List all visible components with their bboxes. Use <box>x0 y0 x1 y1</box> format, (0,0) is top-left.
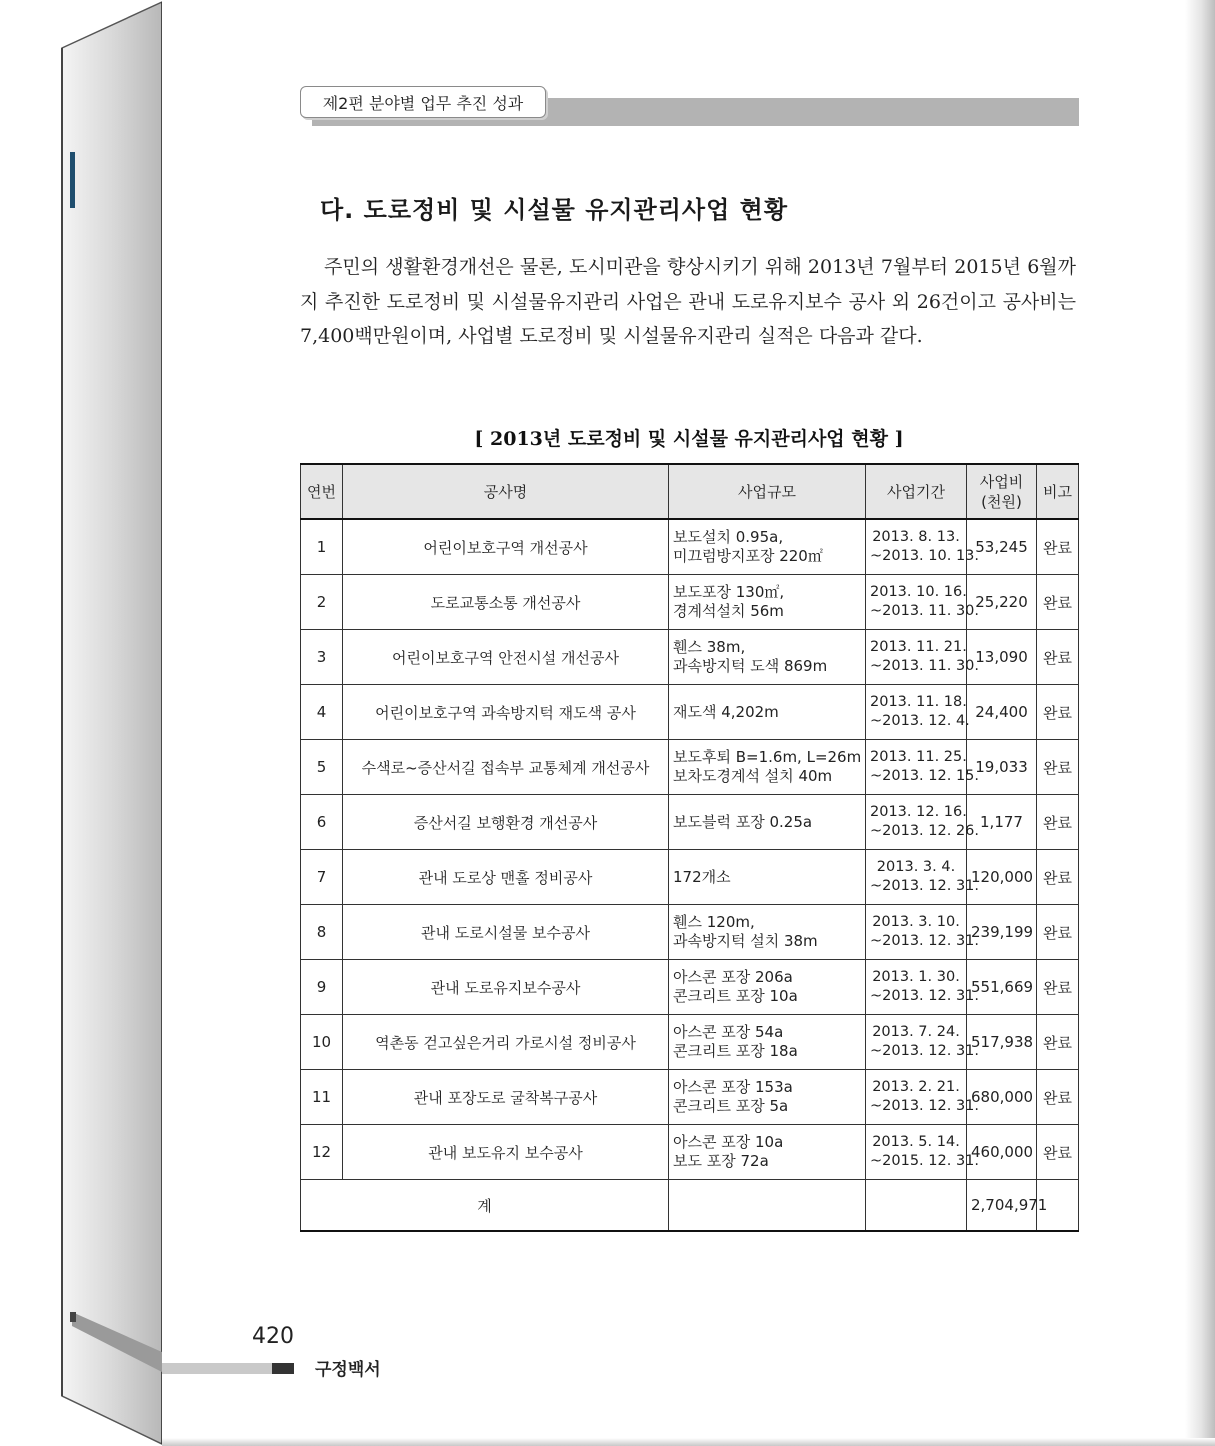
page-edge-shadow <box>1185 0 1215 1446</box>
row-name: 관내 보도유지 보수공사 <box>343 1125 669 1180</box>
row-note: 완료 <box>1037 1070 1079 1125</box>
row-name: 어린이보호구역 안전시설 개선공사 <box>343 630 669 685</box>
table-row <box>301 575 1079 630</box>
row-cost: 1,177 <box>967 795 1037 850</box>
row-no: 9 <box>301 960 343 1015</box>
row-period <box>866 740 979 795</box>
row-no: 12 <box>301 1125 343 1180</box>
row-name: 관내 도로유지보수공사 <box>343 960 669 1015</box>
row-cost: 13,090 <box>967 630 1037 685</box>
row-period <box>866 905 979 960</box>
row-scale <box>669 1015 866 1070</box>
row-name: 역촌동 걷고싶은거리 가로시설 정비공사 <box>343 1015 669 1070</box>
row-scale <box>669 519 866 575</box>
row-cost: 551,669 <box>967 960 1037 1015</box>
row-scale-line2: 콘크리트 포장 10a <box>673 987 798 1005</box>
row-no: 7 <box>301 850 343 905</box>
row-scale-line1: 아스콘 포장 206a <box>673 968 793 986</box>
row-cost: 239,199 <box>967 905 1037 960</box>
row-cost: 53,245 <box>967 519 1037 575</box>
row-period-line1: 2013. 1. 30. <box>872 969 960 985</box>
row-scale-line1: 재도색 4,202m <box>673 702 779 721</box>
row-scale <box>669 1125 866 1180</box>
row-period-line1: 2013. 3. 10. <box>872 914 960 930</box>
body-paragraph: 주민의 생활환경개선은 물론, 도시미관을 향상시키기 위해 2013년 7월부터 2015년 6월까지 추진한 도로정비 및 시설물유지관리 사업은 관내 도로유지보수 공사 외 26건이고 공사비는 7,400백만원이며, 사업별 도로정비 및 시설물유지관리 실적은 다음과 같다. <box>300 256 1076 347</box>
row-period-line1: 2013. 7. 24. <box>872 1024 960 1040</box>
row-no: 5 <box>301 740 343 795</box>
row-cost: 25,220 <box>967 575 1037 630</box>
row-cost: 19,033 <box>967 740 1037 795</box>
row-period-line2: ~2013. 12. 26. <box>870 823 979 839</box>
footer-bar-accent <box>272 1363 294 1374</box>
row-cost: 680,000 <box>967 1070 1037 1125</box>
row-period <box>866 960 979 1015</box>
row-note: 완료 <box>1037 740 1079 795</box>
row-scale <box>669 740 866 795</box>
row-name: 어린이보호구역 개선공사 <box>343 519 669 575</box>
table-row <box>301 1125 1079 1180</box>
page-number: 420 <box>252 1324 294 1349</box>
row-period-line1: 2013. 2. 21. <box>872 1079 960 1095</box>
table-row <box>301 960 1079 1015</box>
header-note: 비고 <box>1037 464 1079 519</box>
row-period <box>866 1070 979 1125</box>
row-period-line1: 2013. 12. 16. <box>870 804 967 820</box>
row-note: 완료 <box>1037 795 1079 850</box>
row-cost: 120,000 <box>967 850 1037 905</box>
row-no: 8 <box>301 905 343 960</box>
book-title: 구정백서 <box>315 1360 381 1380</box>
row-period <box>866 1015 979 1070</box>
table-row <box>301 850 1079 905</box>
table-row <box>301 630 1079 685</box>
row-period-line2: ~2015. 12. 31. <box>870 1153 979 1169</box>
row-scale-line1: 172개소 <box>673 867 731 886</box>
row-no: 3 <box>301 630 343 685</box>
row-scale <box>669 1070 866 1125</box>
row-period-line1: 2013. 11. 21. <box>870 639 967 655</box>
row-note: 완료 <box>1037 905 1079 960</box>
table-row <box>301 1070 1079 1125</box>
table-header-row <box>301 464 1079 519</box>
section-title: 다. 도로정비 및 시설물 유지관리사업 현황 <box>320 196 789 224</box>
row-scale-line1: 보도블럭 포장 0.25a <box>673 812 813 831</box>
header-period: 사업기간 <box>866 464 967 519</box>
table-caption: [ 2013년 도로정비 및 시설물 유지관리사업 현황 ] <box>474 428 904 450</box>
row-period-line2: ~2013. 10. 13. <box>870 548 979 564</box>
row-period-line1: 2013. 8. 13. <box>872 529 960 545</box>
footer-bar <box>162 1363 272 1374</box>
row-no: 2 <box>301 575 343 630</box>
row-name: 수색로~증산서길 접속부 교통체계 개선공사 <box>343 740 669 795</box>
row-period-line2: ~2013. 12. 31. <box>870 878 979 894</box>
row-cost: 24,400 <box>967 685 1037 740</box>
page-bottom-shadow <box>162 1438 1215 1446</box>
row-period-line2: ~2013. 12. 31. <box>870 988 979 1004</box>
row-period-line2: ~2013. 11. 30. <box>870 603 979 619</box>
row-scale <box>669 960 866 1015</box>
table-row <box>301 1015 1079 1070</box>
row-name: 증산서길 보행환경 개선공사 <box>343 795 669 850</box>
row-period-line2: ~2013. 12. 31. <box>870 1098 979 1114</box>
row-name: 관내 도로시설물 보수공사 <box>343 905 669 960</box>
total-label: 계 <box>301 1180 669 1232</box>
row-cost: 460,000 <box>967 1125 1037 1180</box>
row-name: 관내 도로상 맨홀 정비공사 <box>343 850 669 905</box>
row-period <box>866 850 979 905</box>
row-scale <box>669 630 866 685</box>
row-scale-line2: 경계석설치 56m <box>673 602 784 620</box>
row-period <box>866 1125 979 1180</box>
row-scale-line2: 콘크리트 포장 18a <box>673 1042 798 1060</box>
row-period-line1: 2013. 5. 14. <box>872 1134 960 1150</box>
row-period <box>866 575 979 630</box>
total-period <box>866 1180 967 1232</box>
project-status-table <box>300 463 1079 1232</box>
row-scale-line1: 아스콘 포장 153a <box>673 1078 793 1096</box>
row-period <box>866 630 979 685</box>
row-no: 11 <box>301 1070 343 1125</box>
total-scale <box>669 1180 866 1232</box>
row-note: 완료 <box>1037 630 1079 685</box>
row-note: 완료 <box>1037 960 1079 1015</box>
row-period-line1: 2013. 11. 18. <box>870 694 967 710</box>
header-cost-line1: 사업비 <box>979 472 1024 491</box>
row-period-line1: 2013. 3. 4. <box>876 859 956 875</box>
row-period-line2: ~2013. 12. 31. <box>870 1043 979 1059</box>
row-note: 완료 <box>1037 1015 1079 1070</box>
row-scale-line1: 휀스 38m, <box>673 638 746 656</box>
row-period-line2: ~2013. 12. 4. <box>870 713 970 729</box>
row-scale-line1: 보도포장 130㎡, <box>673 583 785 601</box>
row-scale-line2: 콘크리트 포장 5a <box>673 1097 789 1115</box>
row-note: 완료 <box>1037 519 1079 575</box>
table-row <box>301 740 1079 795</box>
header-cost <box>967 464 1037 519</box>
row-scale-line2: 보도 포장 72a <box>673 1152 769 1170</box>
row-scale-line1: 보도후퇴 B=1.6m, L=26m <box>673 748 862 766</box>
row-note: 완료 <box>1037 685 1079 740</box>
row-period-line2: ~2013. 12. 15. <box>870 768 979 784</box>
row-scale-line2: 과속방지턱 설치 38m <box>673 932 818 950</box>
table-row <box>301 519 1079 575</box>
row-period-line2: ~2013. 11. 30. <box>870 658 979 674</box>
row-no: 10 <box>301 1015 343 1070</box>
row-scale-line1: 휀스 120m, <box>673 913 755 931</box>
table-row <box>301 685 1079 740</box>
row-period <box>866 795 979 850</box>
row-scale <box>669 575 866 630</box>
row-period-line2: ~2013. 12. 31. <box>870 933 979 949</box>
table-total-row <box>301 1180 1079 1232</box>
row-scale-line1: 아스콘 포장 54a <box>673 1023 784 1041</box>
row-no: 4 <box>301 685 343 740</box>
row-scale-line1: 아스콘 포장 10a <box>673 1133 784 1151</box>
row-period <box>866 519 979 575</box>
header-scale: 사업규모 <box>669 464 866 519</box>
row-scale <box>669 795 866 850</box>
row-scale <box>669 685 866 740</box>
header-cost-line2: (천원) <box>981 492 1022 511</box>
row-name: 도로교통소통 개선공사 <box>343 575 669 630</box>
row-note: 완료 <box>1037 850 1079 905</box>
table-row <box>301 905 1079 960</box>
running-header-label: 제2편 분야별 업무 추진 성과 <box>300 86 546 118</box>
row-note: 완료 <box>1037 1125 1079 1180</box>
row-name: 어린이보호구역 과속방지턱 재도색 공사 <box>343 685 669 740</box>
row-no: 1 <box>301 519 343 575</box>
row-period-line1: 2013. 10. 16. <box>870 584 967 600</box>
row-scale-line2: 과속방지턱 도색 869m <box>673 657 828 675</box>
table-row <box>301 795 1079 850</box>
row-scale-line2: 보차도경계석 설치 40m <box>673 767 833 785</box>
row-period-line1: 2013. 11. 25. <box>870 749 967 765</box>
header-no: 연번 <box>301 464 343 519</box>
row-note: 완료 <box>1037 575 1079 630</box>
total-cost: 2,704,971 <box>967 1180 1037 1232</box>
row-scale-line1: 보도설치 0.95a, <box>673 528 784 546</box>
row-name: 관내 포장도로 굴착복구공사 <box>343 1070 669 1125</box>
row-cost: 517,938 <box>967 1015 1037 1070</box>
row-no: 6 <box>301 795 343 850</box>
row-scale-line2: 미끄럼방지포장 220㎡ <box>673 547 823 565</box>
row-scale <box>669 850 866 905</box>
header-name: 공사명 <box>343 464 669 519</box>
row-scale <box>669 905 866 960</box>
row-period <box>866 685 970 740</box>
